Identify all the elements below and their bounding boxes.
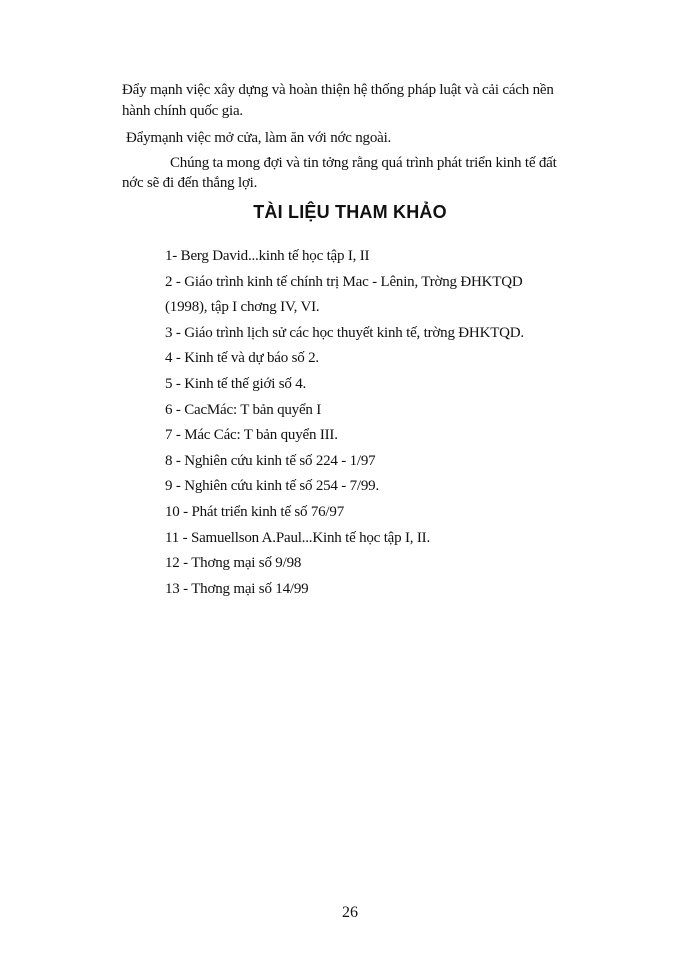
paragraph-line: nớc sẽ đi đến thắng lợi. <box>122 175 258 191</box>
reference-item: 9 - Nghiên cứu kinh tế số 254 - 7/99. <box>165 478 380 495</box>
reference-item: 13 - Thơng mại số 14/99 <box>165 580 309 597</box>
reference-item: 12 - Thơng mại số 9/98 <box>165 555 302 572</box>
paragraph-line: Chúng ta mong đợi và tin tởng rằng quá trình phát triển kinh tế đất <box>170 155 557 171</box>
page-number: 26 <box>342 904 358 921</box>
reference-item: 6 - CacMác: T bản quyển I <box>165 401 322 418</box>
reference-item: 3 - Giáo trình lịch sử các học thuyết kinh tế, trờng ĐHKTQD. <box>165 324 524 341</box>
reference-item: 8 - Nghiên cứu kinh tế số 224 - 1/97 <box>165 452 376 469</box>
reference-item: 7 - Mác Các: T bản quyển III. <box>165 427 338 444</box>
reference-item: 5 - Kinh tế thế giới số 4. <box>165 375 307 392</box>
paragraph-line: hành chính quốc gia. <box>122 103 243 119</box>
reference-item: 10 - Phát triển kinh tế số 76/97 <box>165 503 344 520</box>
paragraph-line: Đẩy mạnh việc xây dựng và hoàn thiện hệ thống pháp luật và cải cách nền <box>122 82 554 98</box>
reference-item: (1998), tập I chơng IV, VI. <box>165 299 320 316</box>
reference-item: 2 - Giáo trình kinh tế chính trị Mac - Lênin, Trờng ĐHKTQD <box>165 273 523 290</box>
reference-item: 4 - Kinh tế và dự báo số 2. <box>165 350 319 367</box>
references-heading: TÀI LIỆU THAM KHẢO <box>253 202 447 222</box>
reference-list <box>165 244 524 602</box>
reference-item: 11 - Samuellson A.Paul...Kinh tế học tập I, II. <box>165 529 431 546</box>
reference-item: 1- Berg David...kinh tế học tập I, II <box>165 248 370 264</box>
paragraph-line: Đẩymạnh việc mở cửa, làm ăn với nớc ngoài. <box>126 130 392 146</box>
